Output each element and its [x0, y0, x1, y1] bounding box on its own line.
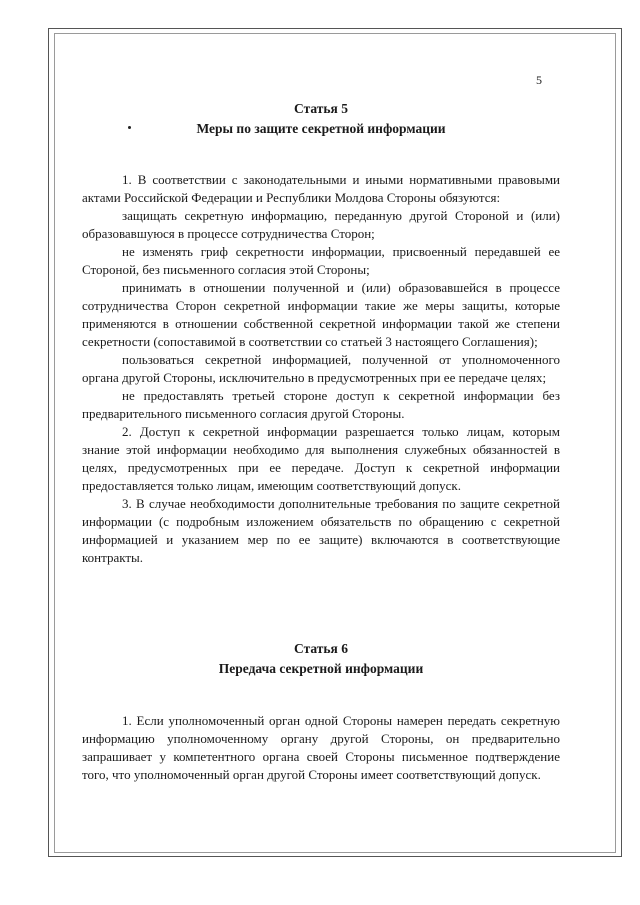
article-5-paragraph: не изменять гриф секретности информации, присвоенный передавшей ее Стороной, без письменного согласия этой Стороны; — [82, 244, 560, 277]
article-5-paragraph: принимать в отношении полученной и (или) образовавшейся в процессе сотрудничества Сторон секретной информации такие же меры защиты, которые применяются в отношении собственной секретной информации такой же степени секретности (сопоставимой в соответствии со статьей 3 настоящего Соглашения); — [82, 280, 560, 349]
article-5-paragraph: 2. Доступ к секретной информации разрешается только лицам, которым знание этой информации необходимо для выполнения служебных обязанностей в целях, предусмотренных при ее передаче. Доступ к секретной информации предоставляется только лицам, имеющим соответствующий допуск. — [82, 424, 560, 493]
article-5-paragraph: защищать секретную информацию, переданную другой Стороной и (или) образовавшуюся в процессе сотрудничества Сторон; — [82, 208, 560, 241]
article-6-title: Статья 6 — [294, 641, 348, 656]
article-5-body — [82, 171, 560, 567]
article-5-paragraph: 1. В соответствии с законодательными и иными нормативными правовыми актами Российской Федерации и Республики Молдова Стороны обязуются: — [82, 172, 560, 205]
article-6-heading — [82, 639, 560, 679]
article-6-paragraph: 1. Если уполномоченный орган одной Стороны намерен передать секретную информацию уполномоченному органу другой Стороны, он предварительно запрашивает у компетентного органа своей Стороны письменное подтверждение того, что уполномоченный орган другой Стороны имеет соответствующий допуск. — [82, 713, 560, 782]
article-5-paragraph: не предоставлять третьей стороне доступ к секретной информации без предварительного письменного согласия другой Стороны. — [82, 388, 560, 421]
article-6-subtitle: Передача секретной информации — [218, 661, 424, 676]
article-6-body — [82, 712, 560, 784]
article-5-title: Статья 5 — [294, 101, 348, 116]
article-5-subtitle: Меры по защите секретной информации — [196, 121, 446, 136]
page-number: 5 — [536, 73, 542, 87]
article-5-paragraph: пользоваться секретной информацией, полученной от уполномоченного органа другой Стороны, исключительно в предусмотренных при ее передаче целях; — [82, 352, 560, 385]
article-5-heading — [82, 99, 560, 139]
article-5-paragraph: 3. В случае необходимости дополнительные требования по защите секретной информации (с подробным изложением обязательств по обращению с секретной информацией и указанием мер по ее защите) включаются в соответствующие контракты. — [82, 496, 560, 565]
